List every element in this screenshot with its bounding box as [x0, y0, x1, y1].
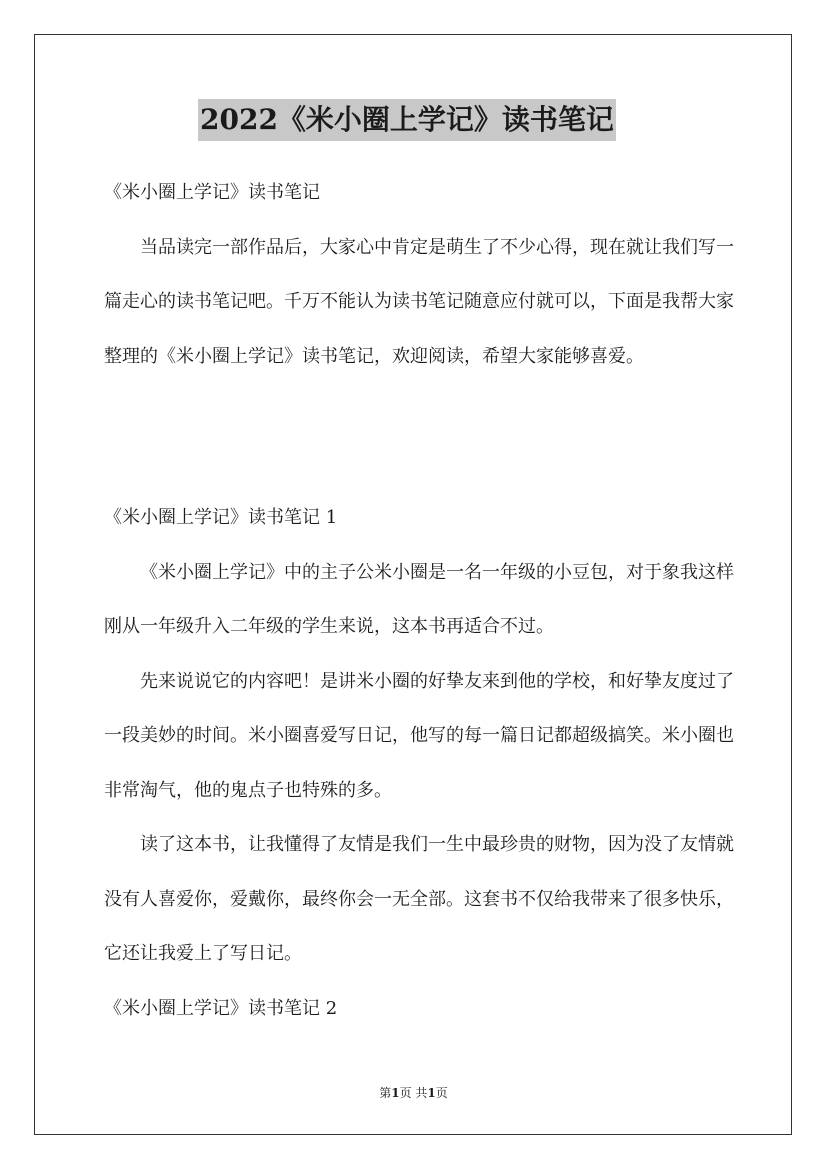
section-1-paragraph: 先来说说它的内容吧！是讲米小圈的好挚友来到他的学校，和好挚友度过了一段美妙的时间。米小圈喜爱写日记，他写的每一篇日记都超级搞笑。米小圈也非常淘气，他的鬼点子也特殊的多。: [104, 670, 734, 801]
section-1-heading: 《米小圈上学记》读书笔记 1: [104, 507, 338, 528]
intro-block: [104, 166, 736, 384]
footer-page-suffix: 页: [435, 1086, 448, 1100]
footer-page-current: 1: [391, 1086, 400, 1100]
section-2-heading: 《米小圈上学记》读书笔记 2: [104, 997, 338, 1019]
section-1-paragraph: 《米小圈上学记》中的主子公米小圈是一名一年级的小豆包，对于象我这样刚从一年级升入二年级的学生来说，这本书再适合不过。: [104, 561, 734, 637]
intro-paragraph: 当品读完一部作品后，大家心中肯定是萌生了不少心得，现在就让我们写一篇走心的读书笔记吧。千万不能认为读书笔记随意应付就可以，下面是我帮大家整理的《米小圈上学记》读书笔记，欢迎阅读，希望大家能够喜爱。: [104, 236, 734, 367]
footer-page-total: 1: [427, 1086, 436, 1100]
footer-page-prefix: 第: [379, 1086, 392, 1100]
intro-heading: 《米小圈上学记》读书笔记: [104, 182, 320, 203]
document-title: 2022《米小圈上学记》读书笔记: [198, 99, 616, 141]
footer-page-mid: 页 共: [399, 1086, 428, 1100]
page-footer: [0, 1084, 827, 1101]
section-1-paragraph: 读了这本书，让我懂得了友情是我们一生中最珍贵的财物，因为没了友情就没有人喜爱你，爱戴你，最终你会一无全部。这套书不仅给我带来了很多快乐，它还让我爱上了写日记。: [104, 834, 734, 964]
section-1-block: [104, 491, 736, 1036]
